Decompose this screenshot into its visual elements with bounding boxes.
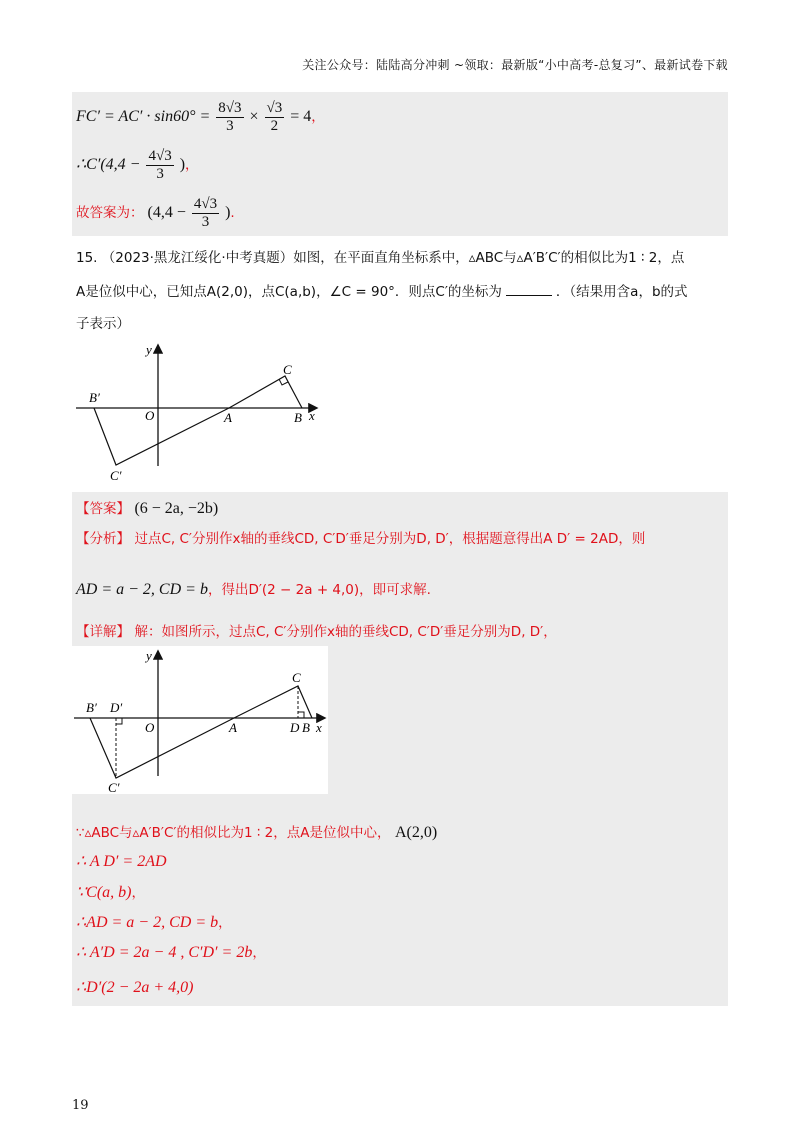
label-c-prime: C′ — [110, 468, 122, 483]
triangle-abc — [229, 376, 302, 408]
label-c-prime: C′ — [108, 780, 120, 795]
label-o: O — [145, 720, 155, 735]
detail-line-1: 【详解】 解：如图所示，过点C, C′分别作x轴的垂线CD, C′D′垂足分别为D, D′， — [76, 624, 557, 640]
step-6: ∴D′(2 − 2a + 4,0) — [76, 979, 194, 996]
detail-tag: 【详解】 — [76, 624, 130, 640]
problem-line-3: 子表示） — [76, 316, 130, 332]
page-number: 19 — [72, 1098, 89, 1113]
prev-solution-answer-line: 故答案为： (4,4 − $\frac{4√3}{3}$ ). — [76, 196, 235, 230]
label-a: A — [229, 720, 237, 735]
problem-line-2: A是位似中心，已知点A(2,0)，点C(a,b)，∠C = 90°．则点C′的坐标为 ．（结果用含a，b的式 — [76, 284, 688, 300]
analysis-line-2: AD = a − 2, CD = b，得出D′(2 − 2a + 4,0)，即可求解. — [76, 581, 431, 598]
problem-line-1 — [76, 246, 684, 266]
step-5: ∴ A′D = 2a − 4 , C′D′ = 2b， — [76, 944, 266, 961]
solution-figure — [72, 646, 330, 800]
problem-figure — [72, 338, 332, 488]
label-y: y — [146, 342, 152, 357]
triangle-apbpcp — [90, 718, 234, 778]
label-x: x — [316, 720, 322, 735]
step-4: ∴AD = a − 2, CD = b， — [76, 914, 232, 931]
triangle-apbpcp — [94, 408, 229, 465]
label-b-prime: B′ — [89, 390, 100, 405]
label-a: A — [224, 410, 232, 425]
label-d: D — [290, 720, 300, 735]
analysis-line-1: 【分析】 过点C, C′分别作x轴的垂线CD, C′D′垂足分别为D, D′，根据题意得出A D′ = 2AD，则 — [76, 531, 646, 547]
prev-solution-line-1: FC′ = AC′ · sin60° = $\frac{8√3}{3}$ × $\frac{√3}{2}$ = 4， — [76, 100, 325, 134]
step-1: ∵▵ABC与▵A′B′C′的相似比为1 ∶ 2，点A是位似中心， A(2,0) — [76, 824, 438, 841]
problem-number: 15. — [76, 250, 98, 266]
page-header: 关注公众号：陆陆高分冲刺 ~领取：最新版“小中高考-总复习”、最新试卷下载 — [302, 58, 728, 72]
step-2: ∴ A D′ = 2AD — [76, 853, 167, 870]
label-b-prime: B′ — [86, 700, 97, 715]
answer-blank — [506, 295, 552, 296]
label-y: y — [146, 648, 152, 663]
label-x: x — [309, 408, 315, 423]
label-b: B — [302, 720, 310, 735]
prev-solution-line-2: ∴C′(4,4 − $\frac{4√3}{3}$ )， — [76, 148, 199, 182]
label-d-prime: D′ — [110, 700, 123, 715]
label-c: C — [292, 670, 301, 685]
step-3: ∵C(a, b)， — [76, 884, 146, 901]
right-angle-mark-dp — [116, 718, 122, 724]
answer-line — [76, 497, 218, 518]
analysis-tag: 【分析】 — [76, 531, 130, 547]
answer-value: (6 − 2a, −2b) — [134, 500, 219, 517]
triangle-abc — [234, 686, 312, 718]
problem-text-1: （2023·黑龙江绥化·中考真题）如图，在平面直角坐标系中，▵ABC与▵A′B′C′的相似比为1 ∶ 2，点 — [101, 250, 685, 266]
label-c: C — [283, 362, 292, 377]
label-b: B — [294, 410, 302, 425]
label-o: O — [145, 408, 155, 423]
right-angle-mark-d — [298, 712, 304, 718]
answer-tag: 【答案】 — [76, 501, 130, 517]
